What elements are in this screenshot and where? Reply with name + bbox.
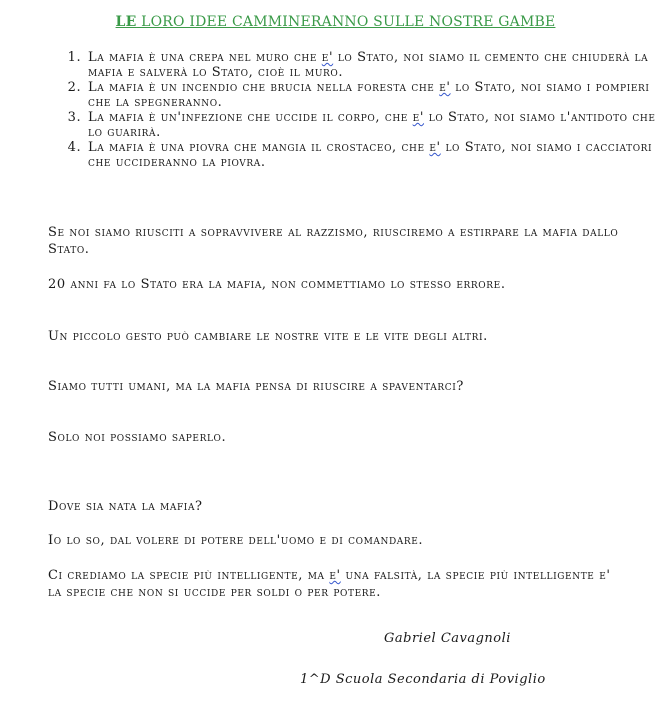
school-signature: 1^D Scuola Secondaria di Poviglio	[300, 672, 546, 687]
title-rest: LORO IDEE CAMMINERANNO SULLE NOSTRE GAMBE	[136, 14, 556, 30]
list-item-text: lo Stato, noi siamo i pompieri che la spegneranno.	[88, 80, 650, 110]
paragraph-smartest-species	[48, 567, 628, 601]
paragraph-only-us: Solo noi possiamo saperlo.	[48, 430, 227, 445]
paragraph-twenty-years: 20 anni fa lo Stato era la mafia, non commettiamo lo stesso errore.	[48, 277, 506, 292]
spellcheck-word: e'	[321, 50, 334, 65]
paragraph-racism: Se noi siamo riusciti a sopravvivere al razzismo, riusciremo a estirpare la mafia dallo Stato.	[48, 225, 619, 257]
paragraph-all-human: Siamo tutti umani, ma la mafia pensa di riuscire a spaventarci?	[48, 379, 464, 394]
list-item-text: La mafia è una crepa nel muro che	[88, 50, 322, 65]
spellcheck-word: e'	[412, 110, 425, 125]
list-item	[86, 110, 666, 140]
list-item	[86, 50, 666, 80]
paragraph-small-gesture: Un piccolo gesto può cambiare le nostre vite e le vite degli altri.	[48, 329, 488, 344]
list-item-text: lo Stato, noi siamo i cacciatori che uccideranno la piovra.	[88, 140, 653, 170]
author-signature: Gabriel Cavagnoli	[384, 631, 511, 646]
paragraph-where-born: Dove sia nata la mafia?	[48, 499, 203, 514]
list-item-text: lo Stato, noi siamo l'antidoto che lo guarirà.	[88, 110, 656, 140]
list-item-text: La mafia è un incendio che brucia nella foresta che	[88, 80, 440, 95]
paragraph-i-know: Io lo so, dal volere di potere dell'uomo e di comandare.	[48, 533, 424, 548]
document-title	[0, 14, 671, 30]
spellcheck-word: e'	[329, 568, 341, 583]
paragraph-text: una falsità, la specie più intelligente e' la specie che non si uccide per soldi o per potere.	[48, 568, 611, 600]
list-item-text: La mafia è un'infezione che uccide il corpo, che	[88, 110, 413, 125]
list-item	[86, 80, 666, 110]
list-item	[86, 140, 666, 170]
paragraph-text: Ci crediamo la specie più intelligente, ma	[48, 568, 330, 583]
metaphor-list	[48, 50, 666, 170]
list-item-text: La mafia è una piovra che mangia il crostaceo, che	[88, 140, 430, 155]
list-item-text: lo Stato, noi siamo il cemento che chiuderà la mafia e salverà lo Stato, cioè il muro.	[88, 50, 649, 80]
spellcheck-word: e'	[439, 80, 451, 95]
title-first-word: LE	[115, 14, 137, 30]
spellcheck-word: e'	[429, 140, 441, 155]
